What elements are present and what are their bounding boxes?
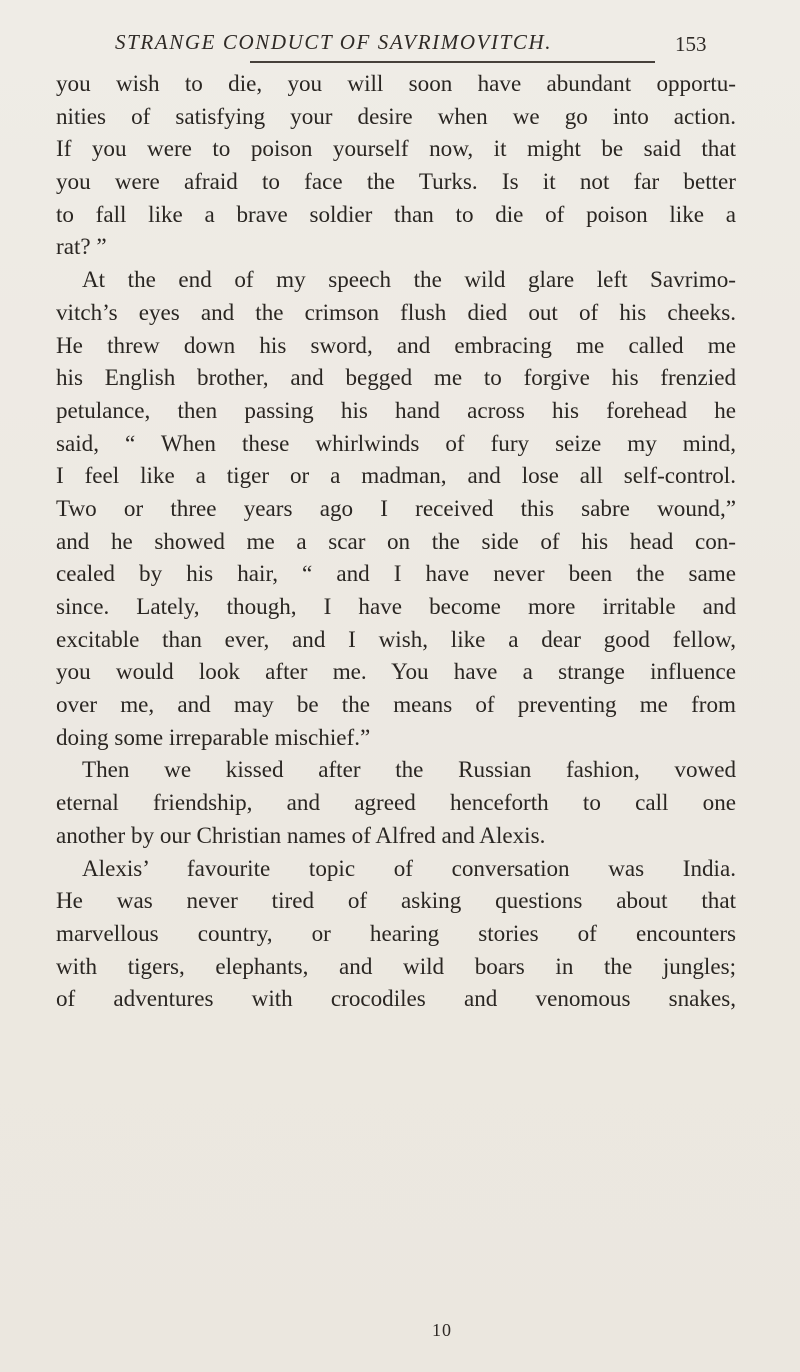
text-line: since. Lately, though, I have become more irritable and — [56, 593, 736, 619]
text-line: rat? ” — [56, 233, 107, 260]
body-text — [56, 67, 736, 1015]
text-line: He was never tired of asking questions about that — [56, 887, 736, 914]
text-line: to fall like a brave soldier than to die of poison like a — [56, 200, 736, 227]
page-number: 153 — [675, 32, 707, 56]
text-line: said, “ When these whirlwinds of fury seize my mind, — [56, 429, 736, 456]
text-line: and he showed me a scar on the side of his head con- — [56, 527, 736, 554]
text-line: nities of satisfying your desire when we go into action. — [56, 102, 736, 129]
text-line: you wish to die, you will soon have abundant opportu- — [56, 70, 736, 96]
text-line: He threw down his sword, and embracing me called me — [56, 331, 736, 358]
text-line: you were afraid to face the Turks. Is it not far better — [56, 168, 736, 195]
text-line: Then we kissed after the Russian fashion, vowed — [82, 756, 736, 783]
text-line: with tigers, elephants, and wild boars in the jungles; — [56, 952, 736, 979]
text-line: vitch’s eyes and the crimson flush died out of his cheeks. — [56, 298, 736, 325]
text-line: Two or three years ago I received this sabre wound,” — [56, 494, 736, 521]
text-line: you would look after me. You have a strange influence — [56, 658, 736, 685]
text-line: If you were to poison yourself now, it might be said that — [56, 135, 736, 162]
text-line: I feel like a tiger or a madman, and lose all self-control. — [56, 462, 736, 489]
text-line: At the end of my speech the wild glare left Savrimo- — [82, 266, 736, 293]
signature-mark: 10 — [432, 1320, 452, 1340]
text-line: of adventures with crocodiles and venomous snakes, — [56, 985, 736, 1012]
text-line: eternal friendship, and agreed henceforth to call one — [56, 789, 736, 816]
running-head — [115, 20, 795, 60]
text-line: doing some irreparable mischief.” — [56, 723, 371, 750]
text-line: over me, and may be the means of preventing me from — [56, 691, 736, 718]
text-line: cealed by his hair, “ and I have never been the same — [56, 560, 736, 587]
text-line: excitable than ever, and I wish, like a dear good fellow, — [56, 625, 736, 652]
text-line: another by our Christian names of Alfred and Alexis. — [56, 821, 546, 848]
text-line: marvellous country, or hearing stories of encounters — [56, 919, 736, 946]
text-line: petulance, then passing his hand across his forehead he — [56, 396, 736, 423]
text-line: Alexis’ favourite topic of conversation was India. — [82, 854, 736, 881]
running-head-title: STRANGE CONDUCT OF SAVRIMOVITCH. — [115, 30, 553, 54]
text-line: his English brother, and begged me to forgive his frenzied — [56, 364, 736, 391]
header-rule — [250, 61, 655, 63]
